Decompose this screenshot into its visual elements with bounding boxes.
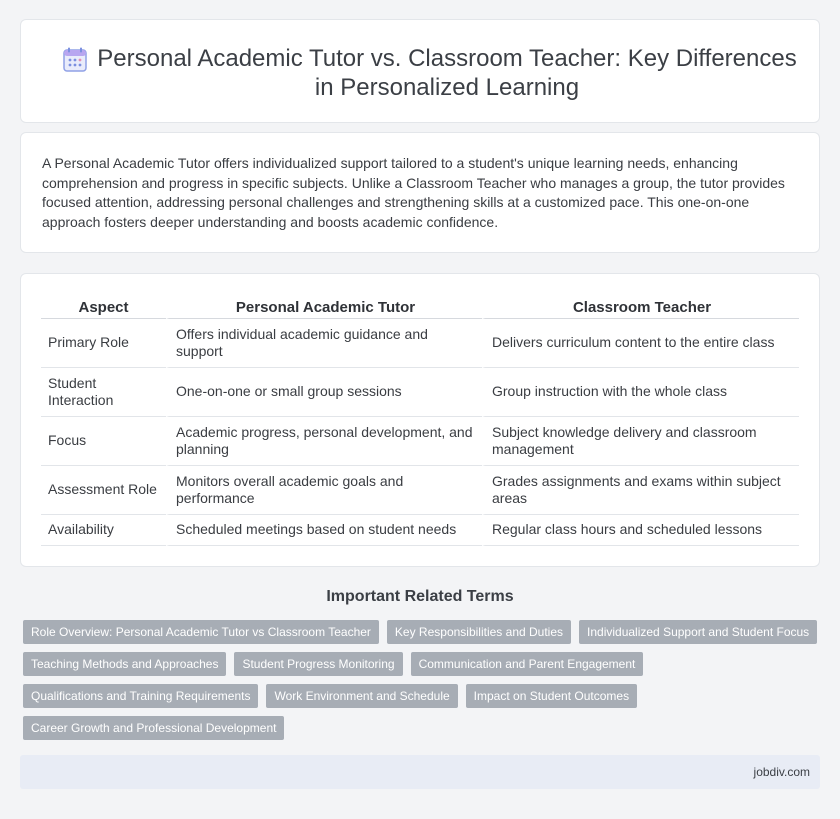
- table-cell-teacher: Delivers curriculum content to the entire class: [482, 319, 799, 368]
- table-cell-tutor: Offers individual academic guidance and support: [166, 319, 482, 368]
- related-terms-heading: Important Related Terms: [326, 588, 514, 605]
- related-term-tag[interactable]: Work Environment and Schedule: [266, 684, 457, 708]
- related-terms-list: [23, 620, 813, 748]
- related-term-tag[interactable]: Student Progress Monitoring: [234, 652, 402, 676]
- related-term-tag[interactable]: Key Responsibilities and Duties: [387, 620, 571, 644]
- table-row: [41, 319, 799, 368]
- table-cell-teacher: Grades assignments and exams within subject areas: [482, 466, 799, 515]
- table-cell-teacher: Regular class hours and scheduled lessons: [482, 515, 799, 546]
- calendar-grid-icon: [61, 46, 89, 74]
- column-header-teacher: Classroom Teacher: [482, 296, 799, 319]
- table-row: [41, 466, 799, 515]
- table-cell-teacher: Group instruction with the whole class: [482, 368, 799, 417]
- related-term-tag[interactable]: Career Growth and Professional Development: [23, 716, 284, 740]
- table-header-row: [41, 296, 799, 319]
- table-row: [41, 417, 799, 466]
- table-row: [41, 515, 799, 546]
- related-term-tag[interactable]: Individualized Support and Student Focus: [579, 620, 817, 644]
- table-cell-teacher: Subject knowledge delivery and classroom management: [482, 417, 799, 466]
- table-cell-aspect: Assessment Role: [41, 466, 166, 515]
- footer-site-link[interactable]: jobdiv.com: [753, 765, 810, 779]
- table-cell-tutor: One-on-one or small group sessions: [166, 368, 482, 417]
- table-cell-tutor: Academic progress, personal development, and planning: [166, 417, 482, 466]
- page-title: Personal Academic Tutor vs. Classroom Teacher: Key Differences in Personalized Learning: [97, 45, 797, 101]
- table-cell-aspect: Student Interaction: [41, 368, 166, 417]
- table-cell-aspect: Availability: [41, 515, 166, 546]
- table-cell-tutor: Scheduled meetings based on student needs: [166, 515, 482, 546]
- related-term-tag[interactable]: Communication and Parent Engagement: [411, 652, 644, 676]
- table-row: [41, 368, 799, 417]
- related-term-tag[interactable]: Teaching Methods and Approaches: [23, 652, 226, 676]
- footer-bar: [20, 755, 820, 789]
- related-term-tag[interactable]: Impact on Student Outcomes: [466, 684, 637, 708]
- intro-card: [20, 132, 820, 253]
- comparison-table: [41, 296, 799, 546]
- comparison-table-card: [20, 273, 820, 567]
- related-term-tag[interactable]: Qualifications and Training Requirements: [23, 684, 258, 708]
- intro-paragraph: A Personal Academic Tutor offers individualized support tailored to a student's unique learning needs, enhancing comprehension and progress in specific subjects. Unlike a Classroom Teacher who manages a group, the tutor provides focused attention, addressing personal challenges and strengthening skills at a customized pace. This one-on-one approach fosters deeper understanding and boosts academic confidence.: [42, 155, 785, 230]
- header-card: [20, 19, 820, 123]
- related-term-tag[interactable]: Role Overview: Personal Academic Tutor vs Classroom Teacher: [23, 620, 379, 644]
- column-header-tutor: Personal Academic Tutor: [166, 296, 482, 319]
- table-cell-aspect: Primary Role: [41, 319, 166, 368]
- table-cell-tutor: Monitors overall academic goals and performance: [166, 466, 482, 515]
- table-cell-aspect: Focus: [41, 417, 166, 466]
- column-header-aspect: Aspect: [41, 296, 166, 319]
